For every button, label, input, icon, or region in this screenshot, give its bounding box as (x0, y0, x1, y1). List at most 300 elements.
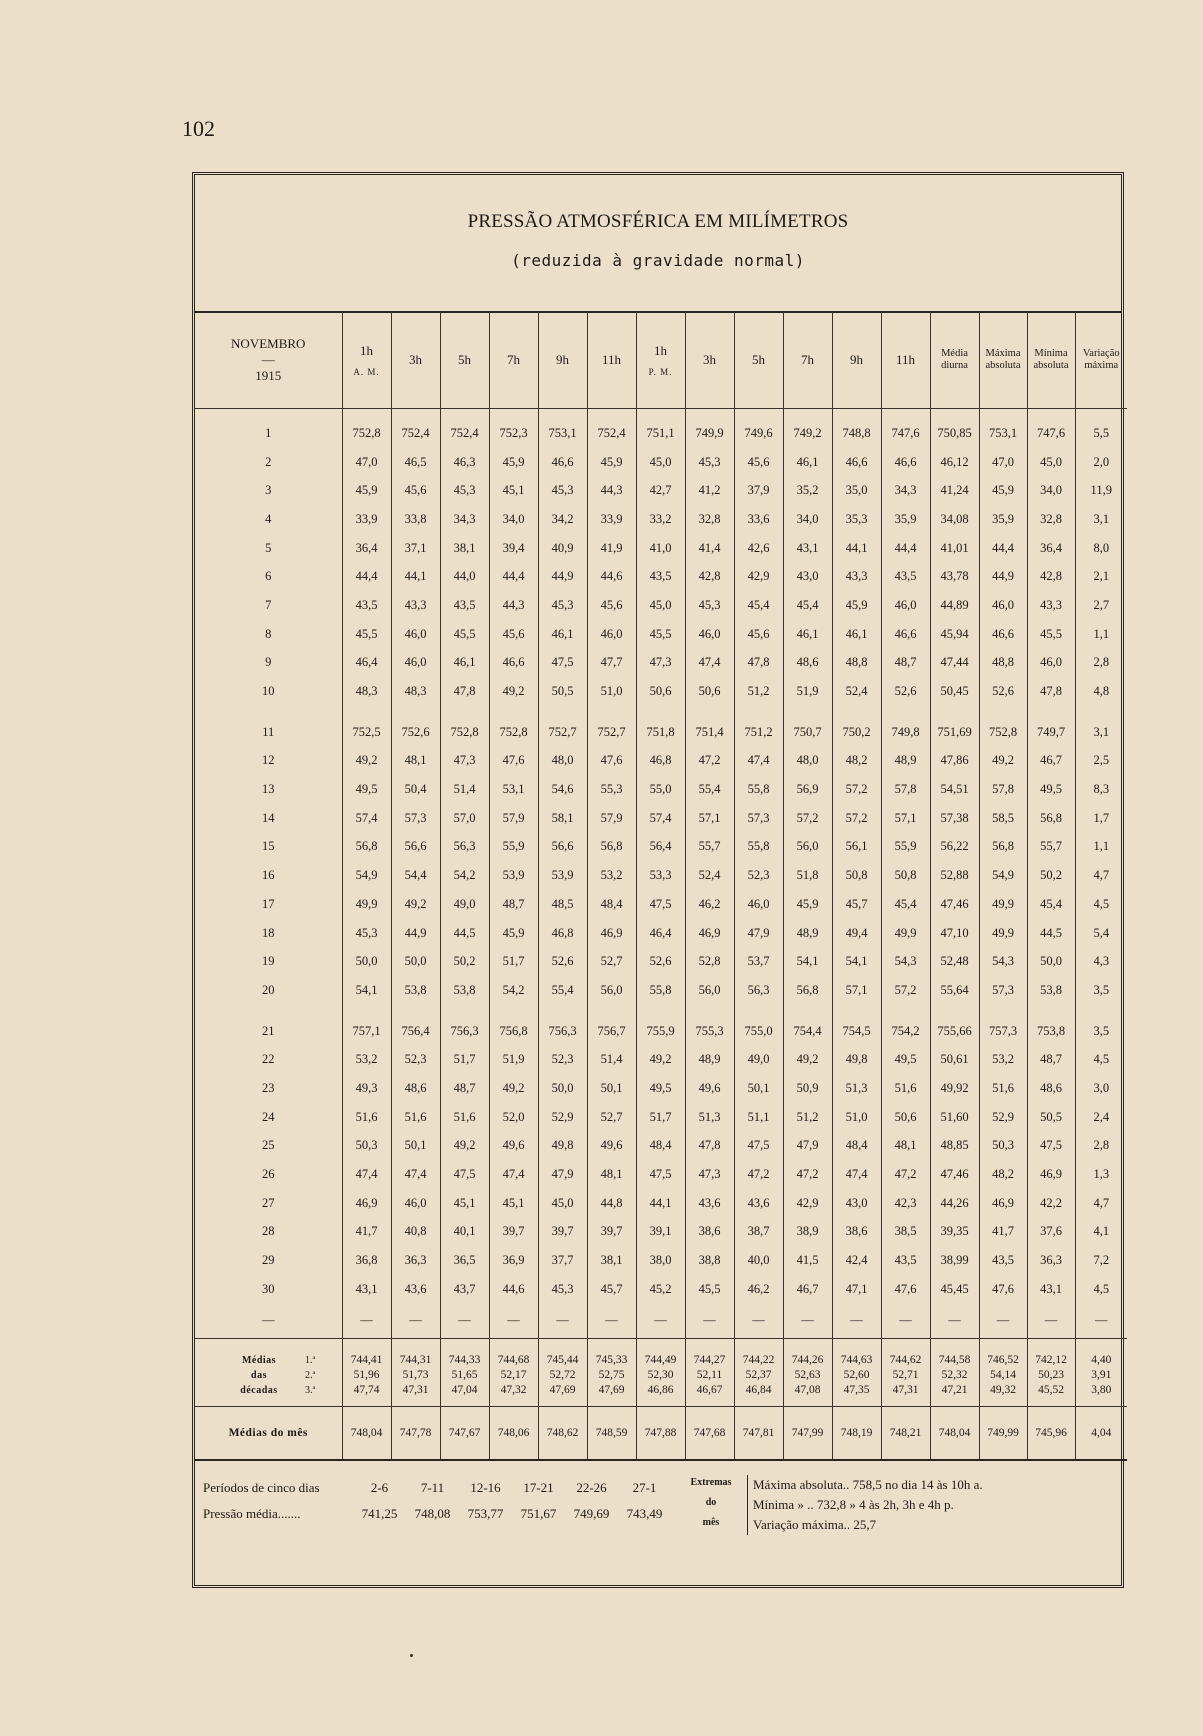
decade-mean-cell: 4,40 (1075, 1338, 1127, 1368)
value-cell: 41,24 (930, 476, 979, 505)
value-cell: 47,46 (930, 1160, 979, 1189)
decade-mean-cell: 49,32 (979, 1383, 1027, 1398)
value-cell: 46,9 (685, 919, 734, 948)
dash-cell: — (636, 1304, 685, 1339)
value-cell: 55,4 (538, 976, 587, 1005)
value-cell: 47,46 (930, 890, 979, 919)
table-row (195, 804, 1127, 833)
value-cell: 47,9 (538, 1160, 587, 1189)
value-cell: 49,2 (440, 1132, 489, 1161)
year: 1915 (255, 368, 282, 383)
day-cell: 30 (262, 1281, 275, 1296)
decade-mean-cell: 52,37 (734, 1368, 783, 1383)
separator-cell (1027, 1398, 1075, 1407)
separator-cell (587, 1398, 636, 1407)
hour-header: 11h (881, 312, 930, 409)
dash-row (195, 1304, 1127, 1339)
value-cell: 57,1 (832, 976, 881, 1005)
value-cell: 752,7 (587, 706, 636, 747)
day-cell: 17 (262, 896, 275, 911)
table-row (195, 1275, 1127, 1304)
value-cell: 38,6 (685, 1218, 734, 1247)
value-cell: 54,2 (489, 976, 538, 1005)
value-cell: 34,3 (440, 505, 489, 534)
value-cell: 46,5 (391, 448, 440, 477)
dash-cell: — (1027, 1304, 1075, 1339)
value-cell: 57,3 (391, 804, 440, 833)
hour-header: 5h (440, 312, 489, 409)
separator-cell (881, 1398, 930, 1407)
value-cell: 41,9 (587, 534, 636, 563)
table-header (195, 312, 1127, 409)
value-cell: 11,9 (1075, 476, 1127, 505)
day-cell: 25 (262, 1138, 275, 1153)
value-cell: 54,9 (979, 861, 1027, 890)
means-label-word: Médias (241, 1355, 277, 1367)
value-cell: 57,38 (930, 804, 979, 833)
value-cell: 46,6 (489, 649, 538, 678)
value-cell: 48,6 (1027, 1074, 1075, 1103)
value-cell: 757,1 (342, 1005, 391, 1046)
value-cell: 752,8 (440, 706, 489, 747)
value-cell: 55,8 (734, 775, 783, 804)
value-cell: 750,7 (783, 706, 832, 747)
decade-mean-cell: 744,33 (440, 1338, 489, 1368)
separator-cell (391, 1398, 440, 1407)
period: 2-6 (370, 1480, 389, 1495)
month-mean-cell: 748,04 (342, 1406, 391, 1460)
decade-mean-cell: 744,68 (489, 1338, 538, 1368)
day-cell: 26 (262, 1167, 275, 1182)
value-cell: 47,4 (489, 1160, 538, 1189)
value-cell: 45,4 (1027, 890, 1075, 919)
value-cell: 751,4 (685, 706, 734, 747)
hour-header: 1h A. M. (342, 312, 391, 409)
value-cell: 56,0 (587, 976, 636, 1005)
value-cell: 43,6 (391, 1275, 440, 1304)
value-cell: 43,0 (832, 1189, 881, 1218)
value-cell: 36,3 (1027, 1246, 1075, 1275)
month-mean-cell: 748,21 (881, 1406, 930, 1460)
value-cell: 46,4 (636, 919, 685, 948)
value-cell: 44,3 (489, 591, 538, 620)
value-cell: 45,9 (489, 919, 538, 948)
value-cell: 45,2 (636, 1275, 685, 1304)
value-cell: 752,4 (440, 409, 489, 448)
value-cell: 50,4 (391, 775, 440, 804)
value-cell: 55,64 (930, 976, 979, 1005)
value-cell: 48,2 (832, 747, 881, 776)
month-means-row (195, 1406, 1127, 1460)
value-cell: 46,9 (979, 1189, 1027, 1218)
table-row (195, 1074, 1127, 1103)
value-cell: 38,9 (783, 1218, 832, 1247)
value-cell: 34,3 (881, 476, 930, 505)
value-cell: 7,2 (1075, 1246, 1127, 1275)
table-row (195, 591, 1127, 620)
value-cell: 45,9 (489, 448, 538, 477)
value-cell: 47,2 (881, 1160, 930, 1189)
value-cell: 751,8 (636, 706, 685, 747)
page-number: 102 (182, 116, 215, 141)
dash-cell: — (734, 1304, 783, 1339)
decade-label-cell (195, 1338, 342, 1368)
day-cell: 18 (262, 925, 275, 940)
value-cell: 4,7 (1075, 861, 1127, 890)
value-cell: 43,6 (685, 1189, 734, 1218)
value-cell: 3,0 (1075, 1074, 1127, 1103)
value-cell: 40,1 (440, 1218, 489, 1247)
value-cell: 50,45 (930, 677, 979, 706)
value-cell: 58,1 (538, 804, 587, 833)
value-cell: 47,6 (979, 1275, 1027, 1304)
value-cell: 40,0 (734, 1246, 783, 1275)
value-cell: 55,8 (636, 976, 685, 1005)
value-cell: 36,4 (342, 534, 391, 563)
footer (195, 1463, 1121, 1583)
value-cell: 49,2 (391, 890, 440, 919)
periods-label: Períodos de cinco dias (203, 1480, 320, 1495)
value-cell: 45,6 (587, 591, 636, 620)
value-cell: 47,4 (832, 1160, 881, 1189)
decade-mean-cell: 3,91 (1075, 1368, 1127, 1383)
dash-cell: — (391, 1304, 440, 1339)
value-cell: 4,8 (1075, 677, 1127, 706)
table-row (195, 1132, 1127, 1161)
value-cell: 47,4 (685, 649, 734, 678)
value-cell: 49,0 (440, 890, 489, 919)
month-dash: — (261, 352, 275, 367)
value-cell: 756,4 (391, 1005, 440, 1046)
value-cell: 46,0 (979, 591, 1027, 620)
value-cell: 45,3 (538, 476, 587, 505)
decade-mean-cell: 744,63 (832, 1338, 881, 1368)
value-cell: 752,4 (587, 409, 636, 448)
value-cell: 47,8 (685, 1132, 734, 1161)
value-cell: 37,9 (734, 476, 783, 505)
separator-cell (195, 1398, 342, 1407)
value-cell: 40,8 (391, 1218, 440, 1247)
value-cell: 43,0 (783, 562, 832, 591)
value-cell: 52,3 (391, 1045, 440, 1074)
value-cell: 49,5 (342, 775, 391, 804)
hour-header: 5h (734, 312, 783, 409)
table-row (195, 476, 1127, 505)
value-cell: 50,61 (930, 1045, 979, 1074)
value-cell: 57,2 (783, 804, 832, 833)
value-cell: 47,5 (734, 1132, 783, 1161)
table-row (195, 562, 1127, 591)
extremes-label: Extremas do mês (690, 1477, 732, 1528)
decade-mean-cell: 744,41 (342, 1338, 391, 1368)
value-cell: 46,8 (538, 919, 587, 948)
value-cell: 45,5 (440, 620, 489, 649)
value-cell: 56,8 (979, 833, 1027, 862)
decade-mean-cell: 47,04 (440, 1383, 489, 1398)
table-row (195, 409, 1127, 448)
value-cell: 48,6 (783, 649, 832, 678)
decade-mean-cell: 744,62 (881, 1338, 930, 1368)
value-cell: 53,3 (636, 861, 685, 890)
value-cell: 46,0 (391, 1189, 440, 1218)
value-cell: 46,1 (783, 448, 832, 477)
value-cell: 48,7 (881, 649, 930, 678)
value-cell: 52,3 (538, 1045, 587, 1074)
value-cell: 54,1 (783, 947, 832, 976)
value-cell: 55,9 (489, 833, 538, 862)
decade-ordinal: 2.ª (305, 1370, 316, 1382)
period-pressure: 741,25 (361, 1506, 398, 1521)
value-cell: 49,5 (1027, 775, 1075, 804)
value-cell: 34,2 (538, 505, 587, 534)
value-cell: 45,5 (1027, 620, 1075, 649)
value-cell: 45,9 (783, 890, 832, 919)
value-cell: 52,4 (832, 677, 881, 706)
value-cell: 46,0 (391, 649, 440, 678)
value-cell: 50,0 (391, 947, 440, 976)
value-cell: 57,0 (440, 804, 489, 833)
value-cell: 45,3 (685, 591, 734, 620)
decade-mean-cell: 47,35 (832, 1383, 881, 1398)
table-row (195, 890, 1127, 919)
value-cell: 44,8 (587, 1189, 636, 1218)
value-cell: 51,7 (440, 1045, 489, 1074)
value-cell: 34,0 (1027, 476, 1075, 505)
title-block (195, 175, 1121, 313)
value-cell: 53,1 (489, 775, 538, 804)
value-cell: 49,5 (881, 1045, 930, 1074)
value-cell: 48,7 (440, 1074, 489, 1103)
value-cell: 750,2 (832, 706, 881, 747)
value-cell: 52,0 (489, 1103, 538, 1132)
month-mean-cell: 747,81 (734, 1406, 783, 1460)
value-cell: 45,3 (538, 1275, 587, 1304)
value-cell: 33,2 (636, 505, 685, 534)
day-cell: 6 (265, 569, 272, 584)
pressure-table (195, 312, 1127, 1461)
value-cell: 51,6 (391, 1103, 440, 1132)
value-cell: 32,8 (1027, 505, 1075, 534)
value-cell: 47,8 (734, 649, 783, 678)
value-cell: 755,0 (734, 1005, 783, 1046)
pm-label: P. M. (648, 367, 673, 377)
value-cell: 45,1 (440, 1189, 489, 1218)
decade-mean-cell: 742,12 (1027, 1338, 1075, 1368)
table-subtitle: (reduzida à gravidade normal) (511, 251, 805, 270)
value-cell: 51,3 (685, 1103, 734, 1132)
pressure-label: Pressão média....... (203, 1506, 301, 1521)
value-cell: 49,6 (489, 1132, 538, 1161)
value-cell: 56,8 (587, 833, 636, 862)
value-cell: 51,6 (881, 1074, 930, 1103)
value-cell: 50,1 (734, 1074, 783, 1103)
value-cell: 39,35 (930, 1218, 979, 1247)
value-cell: 46,4 (342, 649, 391, 678)
value-cell: 41,7 (342, 1218, 391, 1247)
value-cell: 49,9 (881, 919, 930, 948)
decade-mean-cell: 744,27 (685, 1338, 734, 1368)
value-cell: 51,0 (832, 1103, 881, 1132)
value-cell: 37,7 (538, 1246, 587, 1275)
value-cell: 1,1 (1075, 833, 1127, 862)
value-cell: 44,5 (1027, 919, 1075, 948)
value-cell: 47,9 (734, 919, 783, 948)
value-cell: 46,12 (930, 448, 979, 477)
decade-means-row (195, 1338, 1127, 1368)
decade-mean-cell: 47,31 (391, 1383, 440, 1398)
decade-ordinal: 1.ª (305, 1355, 316, 1367)
value-cell: 43,3 (391, 591, 440, 620)
value-cell: 35,0 (832, 476, 881, 505)
value-cell: 35,2 (783, 476, 832, 505)
value-cell: 50,9 (783, 1074, 832, 1103)
value-cell: 43,3 (1027, 591, 1075, 620)
decade-label-cell (195, 1368, 342, 1383)
absolute-min-header: Mínima absoluta (1027, 312, 1075, 409)
value-cell: 55,7 (1027, 833, 1075, 862)
day-cell: 28 (262, 1224, 275, 1239)
value-cell: 42,9 (783, 1189, 832, 1218)
value-cell: 55,3 (587, 775, 636, 804)
value-cell: 46,1 (832, 620, 881, 649)
decade-mean-cell: 47,69 (587, 1383, 636, 1398)
value-cell: 57,9 (587, 804, 636, 833)
value-cell: 34,0 (489, 505, 538, 534)
value-cell: 45,3 (440, 476, 489, 505)
value-cell: 46,0 (587, 620, 636, 649)
value-cell: 42,3 (881, 1189, 930, 1218)
value-cell: 48,9 (881, 747, 930, 776)
dash-cell: — (587, 1304, 636, 1339)
value-cell: 48,8 (832, 649, 881, 678)
value-cell: 54,2 (440, 861, 489, 890)
table-row (195, 534, 1127, 563)
value-cell: 45,0 (538, 1189, 587, 1218)
separator-cell (783, 1398, 832, 1407)
hour-header: 3h (391, 312, 440, 409)
value-cell: 44,4 (489, 562, 538, 591)
table-row (195, 747, 1127, 776)
table-row (195, 976, 1127, 1005)
value-cell: 46,2 (734, 1275, 783, 1304)
period-pressure: 751,67 (520, 1506, 557, 1521)
month-header (195, 312, 342, 409)
dash-cell: — (685, 1304, 734, 1339)
period: 27-1 (632, 1480, 657, 1495)
period-pressure: 743,49 (626, 1506, 663, 1521)
value-cell: 51,9 (489, 1045, 538, 1074)
value-cell: 44,6 (587, 562, 636, 591)
month-mean-cell: 748,04 (930, 1406, 979, 1460)
extreme-min: Mínima » .. 732,8 » 4 às 2h, 3h e 4h p. (753, 1497, 954, 1512)
month-mean-cell: 748,19 (832, 1406, 881, 1460)
value-cell: 43,78 (930, 562, 979, 591)
value-cell: 49,2 (342, 747, 391, 776)
value-cell: 749,7 (1027, 706, 1075, 747)
daily-mean-header: Média diurna (930, 312, 979, 409)
value-cell: 754,4 (783, 1005, 832, 1046)
value-cell: 50,3 (342, 1132, 391, 1161)
value-cell: 752,7 (538, 706, 587, 747)
value-cell: 53,2 (587, 861, 636, 890)
decade-mean-cell: 744,22 (734, 1338, 783, 1368)
value-cell: 52,3 (734, 861, 783, 890)
month-mean-cell: 747,99 (783, 1406, 832, 1460)
value-cell: 38,0 (636, 1246, 685, 1275)
value-cell: 47,4 (342, 1160, 391, 1189)
month-mean-cell: 747,67 (440, 1406, 489, 1460)
value-cell: 41,5 (783, 1246, 832, 1275)
hour-header: 3h (685, 312, 734, 409)
value-cell: 43,5 (636, 562, 685, 591)
table-row (195, 1045, 1127, 1074)
value-cell: 45,9 (979, 476, 1027, 505)
value-cell: 42,9 (734, 562, 783, 591)
decade-mean-cell: 47,08 (783, 1383, 832, 1398)
value-cell: 53,9 (489, 861, 538, 890)
value-cell: 36,4 (1027, 534, 1075, 563)
value-cell: 49,2 (636, 1045, 685, 1074)
value-cell: 58,5 (979, 804, 1027, 833)
value-cell: 45,0 (636, 448, 685, 477)
value-cell: 751,2 (734, 706, 783, 747)
value-cell: 44,0 (440, 562, 489, 591)
decade-mean-cell: 47,31 (881, 1383, 930, 1398)
value-cell: 51,4 (587, 1045, 636, 1074)
value-cell: 4,1 (1075, 1218, 1127, 1247)
decade-mean-cell: 744,49 (636, 1338, 685, 1368)
value-cell: 45,9 (587, 448, 636, 477)
value-cell: 37,1 (391, 534, 440, 563)
value-cell: 2,7 (1075, 591, 1127, 620)
decade-mean-cell: 46,67 (685, 1383, 734, 1398)
value-cell: 52,7 (587, 1103, 636, 1132)
hour-header: 11h (587, 312, 636, 409)
value-cell: 55,8 (734, 833, 783, 862)
value-cell: 46,7 (1027, 747, 1075, 776)
value-cell: 51,7 (636, 1103, 685, 1132)
value-cell: 43,1 (342, 1275, 391, 1304)
value-cell: 45,6 (391, 476, 440, 505)
extreme-variation: Variação máxima.. 25,7 (753, 1517, 877, 1532)
value-cell: 53,8 (391, 976, 440, 1005)
decade-means-row (195, 1383, 1127, 1398)
value-cell: 56,1 (832, 833, 881, 862)
value-cell: 48,85 (930, 1132, 979, 1161)
separator-cell (734, 1398, 783, 1407)
value-cell: 46,9 (587, 919, 636, 948)
value-cell: 52,88 (930, 861, 979, 890)
value-cell: 41,2 (685, 476, 734, 505)
value-cell: 57,4 (636, 804, 685, 833)
value-cell: 756,7 (587, 1005, 636, 1046)
value-cell: 57,2 (881, 976, 930, 1005)
value-cell: 41,01 (930, 534, 979, 563)
value-cell: 45,94 (930, 620, 979, 649)
value-cell: 43,5 (440, 591, 489, 620)
value-cell: 52,9 (538, 1103, 587, 1132)
table-row (195, 775, 1127, 804)
table-row (195, 833, 1127, 862)
value-cell: 49,0 (734, 1045, 783, 1074)
value-cell: 56,3 (734, 976, 783, 1005)
value-cell: 3,5 (1075, 976, 1127, 1005)
value-cell: 750,85 (930, 409, 979, 448)
value-cell: 51,9 (783, 677, 832, 706)
value-cell: 1,1 (1075, 620, 1127, 649)
value-cell: 57,1 (881, 804, 930, 833)
table-row (195, 1005, 1127, 1046)
